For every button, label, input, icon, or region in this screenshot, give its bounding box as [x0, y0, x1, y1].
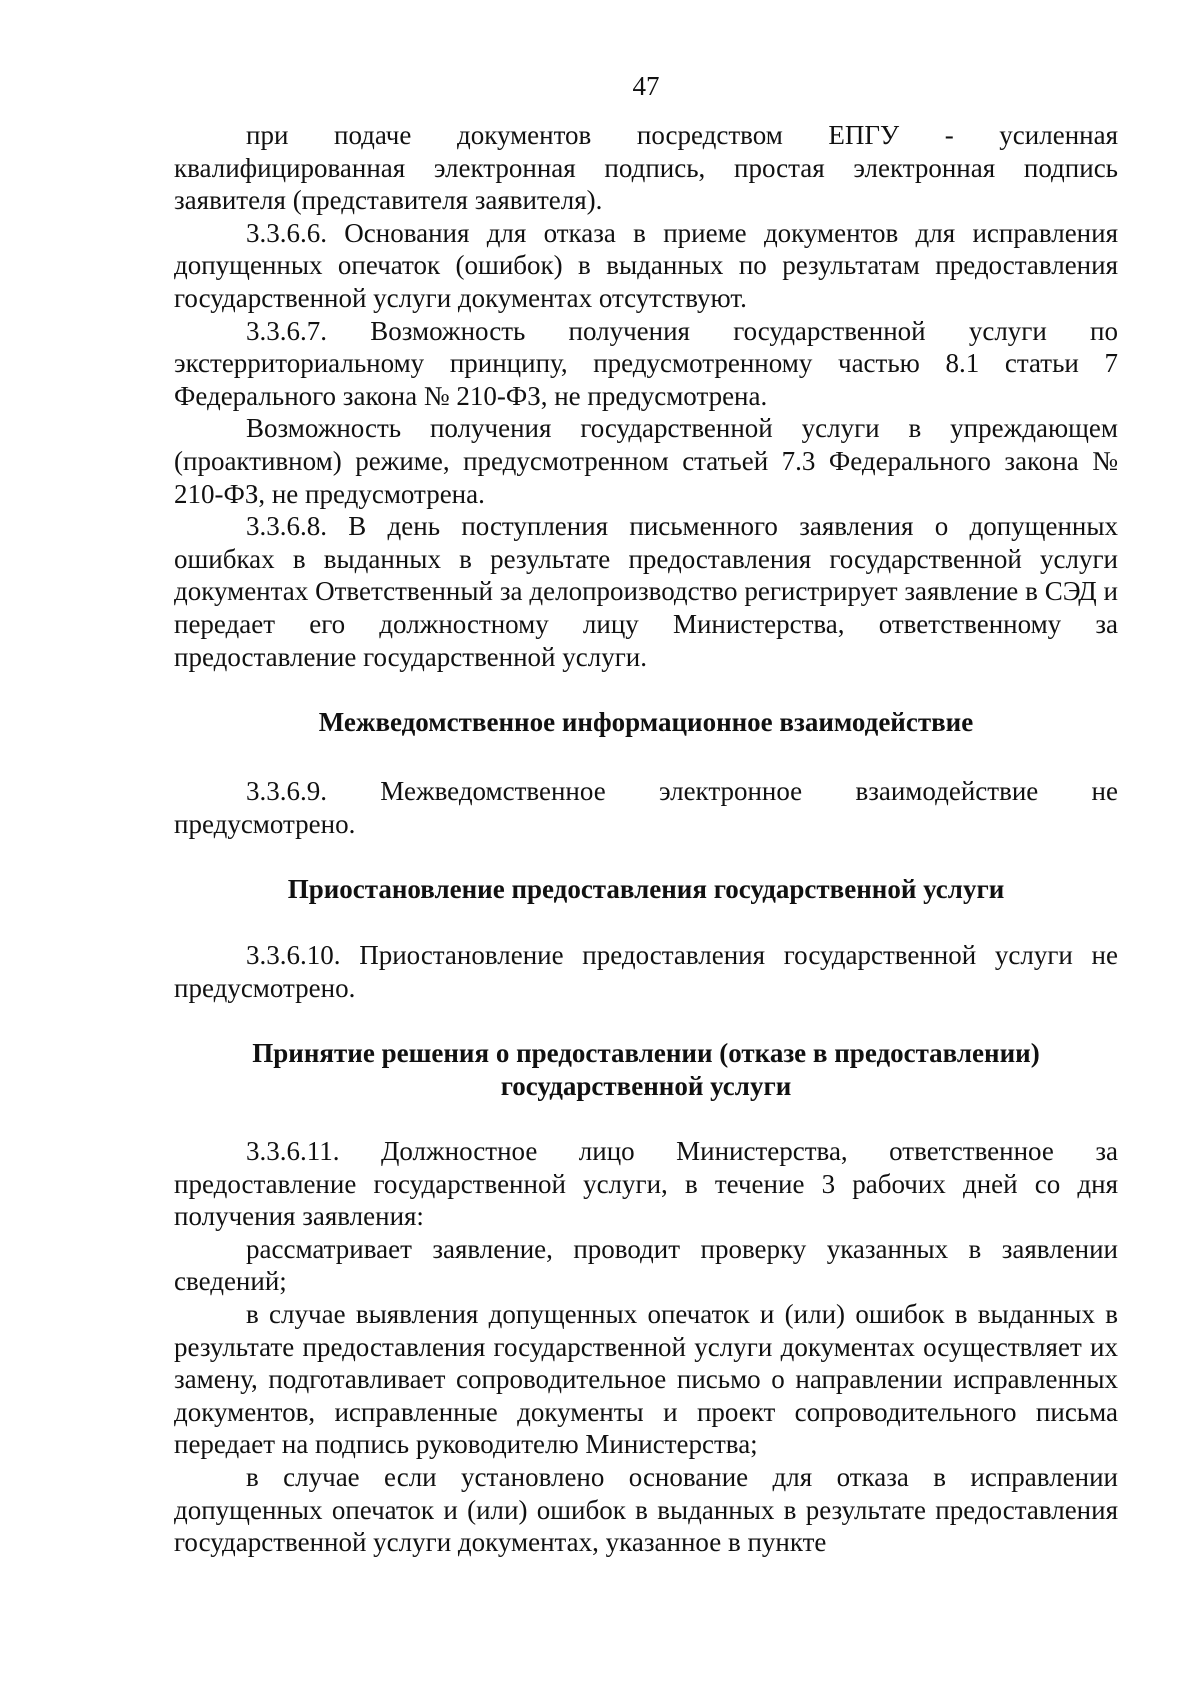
- paragraph-3-3-6-8: 3.3.6.8. В день поступления письменного заявления о допущенных ошибках в выданных в результате предоставления государственной услуги документах Ответственный за делопроизводство регистрирует заявление в СЭД и передает его должностному лицу Министерства, ответственному за предоставление государственной услуги.: [174, 511, 1118, 672]
- text-block-1: [174, 119, 1118, 673]
- section-heading: Приостановление предоставления государственной услуги: [287, 874, 1005, 904]
- paragraph-correction: в случае выявления допущенных опечаток и (или) ошибок в выданных в результате предоставления государственной услуги документах осуществляет их замену, подготавливает сопроводительное письмо о направлении исправленных документов, исправленные документы и проект сопроводительного письма передает на подпись руководителю Министерства;: [174, 1298, 1118, 1460]
- text-block-3: [174, 939, 1118, 1004]
- paragraph-3-3-6-9: 3.3.6.9. Межведомственное электронное взаимодействие не предусмотрено.: [174, 776, 1118, 839]
- section-interagency: [174, 706, 1118, 739]
- paragraph-signature: при подаче документов посредством ЕПГУ - усиленная квалифицированная электронная подпись, простая электронная подпись заявителя (представителя заявителя).: [174, 120, 1118, 216]
- section-suspension: [174, 873, 1118, 906]
- paragraph-3-3-6-7: 3.3.6.7. Возможность получения государственной услуги по экстерриториальному принципу, предусмотренному частью 8.1 статьи 7 Федерального закона № 210-ФЗ, не предусмотрена.: [174, 315, 1118, 411]
- section-heading: Межведомственное информационное взаимодействие: [318, 707, 974, 737]
- paragraph-3-3-6-6: 3.3.6.6. Основания для отказа в приеме документов для исправления допущенных опечаток (ошибок) в выданных по результатам предоставления государственной услуги документах отсутствуют.: [174, 217, 1118, 313]
- paragraph-3-3-6-11: 3.3.6.11. Должностное лицо Министерства, ответственное за предоставление государственной услуги, в течение 3 рабочих дней со дня получения заявления:: [174, 1136, 1118, 1232]
- paragraph-review: рассматривает заявление, проводит проверку указанных в заявлении сведений;: [174, 1233, 1118, 1297]
- text-block-2: [174, 775, 1118, 840]
- section-decision: [174, 1037, 1118, 1102]
- section-heading-line-1: Принятие решения о предоставлении (отказе в предоставлении): [252, 1038, 1040, 1068]
- text-block-4: [174, 1135, 1118, 1559]
- page-number: 47: [632, 71, 660, 101]
- section-heading-line-2: государственной услуги: [500, 1070, 792, 1101]
- paragraph-3-3-6-10: 3.3.6.10. Приостановление предоставления государственной услуги не предусмотрено.: [174, 940, 1118, 1003]
- paragraph-refusal: в случае если установлено основание для отказа в исправлении допущенных опечаток и (или) ошибок в выданных в результате предоставления государственной услуги документах, указанное в пункте: [174, 1461, 1118, 1558]
- paragraph-proactive: Возможность получения государственной услуги в упреждающем (проактивном) режиме, предусмотренном статьей 7.3 Федерального закона № 210-ФЗ, не предусмотрена.: [174, 413, 1118, 509]
